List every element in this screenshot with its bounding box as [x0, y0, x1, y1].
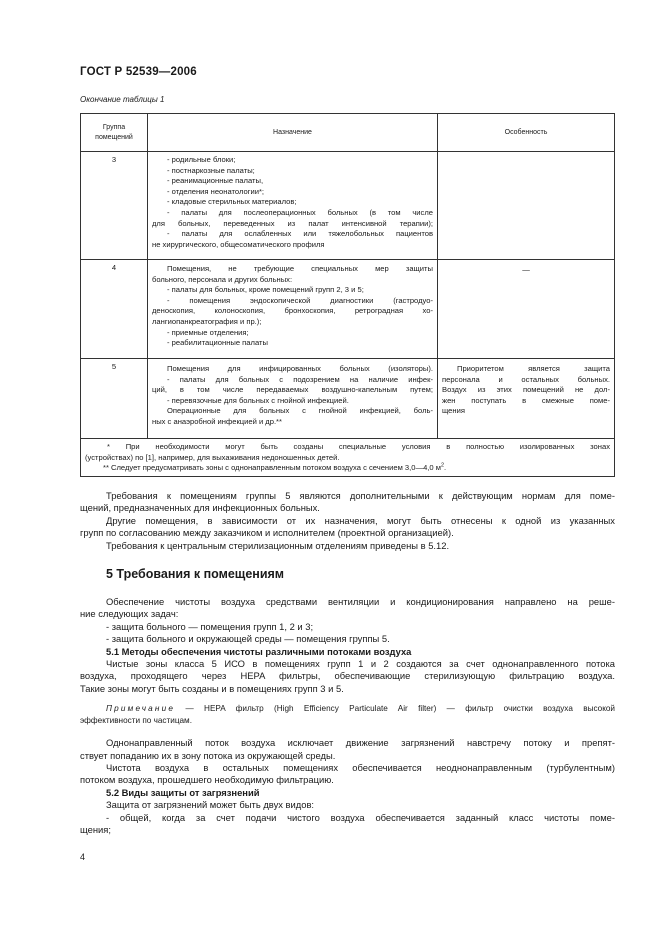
footnote-sup: 2 — [440, 462, 445, 469]
purpose-line: Помещения для инфицированных больных (изоляторы). — [167, 364, 433, 373]
purpose-line: - помещения эндоскопической диагностики (гастродуо- — [167, 295, 433, 305]
purpose-line: - палаты для больных с подозрением на наличие инфек- — [167, 374, 433, 384]
row-feature — [438, 152, 615, 260]
note-line: эффективности по частицам. — [80, 716, 192, 726]
footnote-end: . — [444, 463, 447, 473]
paragraph-line: воздуха, проходящего через HEPA фильтры, обеспечивающие стерилизующую фильтрацию воздуха. — [80, 670, 615, 682]
paragraph-line: Другие помещения, в зависимости от их назначения, могут быть отнесены к одной из указанных — [106, 514, 615, 526]
subsection-title: 5.1 Методы обеспечения чистоты различными потоками воздуха — [106, 645, 412, 657]
note-text: — HEPA фильтр (High Efficiency Particulate Air filter) — фильтр очистки воздуха высокой — [185, 704, 615, 714]
col-header-feature: Особенность — [438, 114, 615, 152]
footnote-text: ** Следует предусматривать зоны с однонаправленным потоком воздуха с сечением 3,0—4,0 м — [103, 463, 441, 473]
row-purpose — [148, 152, 438, 260]
feature-line: Воздух из этих помещений не дол- — [442, 385, 610, 395]
document-header: ГОСТ Р 52539—2006 — [80, 66, 197, 78]
note-line — [80, 703, 615, 715]
note-label: Примечание — [106, 704, 176, 714]
paragraph-line: Чистые зоны класса 5 ИСО в помещениях групп 1 и 2 создаются за счет однонаправленного потока — [106, 658, 615, 670]
row-group: 3 — [81, 152, 148, 260]
paragraph-line: щения; — [80, 824, 111, 836]
feature-line: щения — [442, 406, 465, 416]
section-body — [80, 596, 615, 837]
paragraph-line: ние следующих задач: — [80, 608, 179, 620]
table-row — [81, 260, 615, 359]
paragraph-line: потоком воздуха, прошедшего необходимую фильтрацию. — [80, 774, 334, 786]
purpose-line: - перевязочные для больных с гнойной инфекцией. — [167, 395, 349, 405]
row-feature — [438, 260, 615, 359]
purpose-line: для больных, переведенных из палат интенсивной терапии); — [152, 218, 433, 228]
paragraph-line: Требования к помещениям группы 5 являются дополнительными к действующим нормам для поме- — [106, 490, 615, 501]
purpose-line: - приемные отделения; — [167, 327, 249, 337]
purpose-line: - палаты для больных, кроме помещений групп 2, 3 и 5; — [167, 285, 364, 295]
paragraph-line: - общей, когда за счет подачи чистого воздуха обеспечивается заданный класс чистоты поме- — [106, 811, 615, 823]
paragraph-line: Обеспечение чистоты воздуха средствами вентиляции и кондиционирования направлено на реше- — [106, 596, 615, 607]
paragraphs-top — [80, 490, 615, 552]
paragraph-line: ствует попаданию их в зону потока из окружающей среды. — [80, 749, 336, 761]
purpose-line: больного, персонала и других больных: — [152, 274, 293, 284]
section-title: 5 Требования к помещениям — [106, 567, 285, 581]
col-header-purpose: Назначение — [148, 114, 438, 152]
feature-line: жен поступать в смежные поме- — [442, 395, 610, 405]
paragraph-line: щений, предназначенных для инфекционных больных. — [80, 502, 320, 514]
footnote-line — [85, 463, 610, 474]
purpose-line: - родильные блоки; — [167, 155, 236, 164]
paragraph-line: Однонаправленный поток воздуха исключает движение загрязнений навстречу потоку и препят- — [106, 737, 615, 749]
footnote-line: * При необходимости могут быть созданы специальные условия в полностью изолированных зонах — [107, 442, 610, 451]
feature-line: персонала и остальных больных. — [442, 374, 610, 384]
paragraph-line: Такие зоны могут быть созданы и в помещениях групп 3 и 5. — [80, 682, 344, 694]
purpose-line: - отделения неонатологии*; — [167, 186, 265, 196]
paragraph-line: Защита от загрязнений может быть двух видов: — [106, 799, 315, 811]
paragraph-line: Требования к центральным стерилизационным отделениям приведены в 5.12. — [106, 539, 450, 551]
purpose-line: - постнаркозные палаты; — [167, 165, 255, 175]
feature-dash: — — [522, 265, 530, 274]
page-number: 4 — [80, 852, 86, 862]
bullet-line: - защита больного — помещения групп 1, 2 и 3; — [106, 620, 314, 632]
table-footnotes — [81, 439, 615, 477]
row-feature — [438, 359, 615, 439]
subsection-title: 5.2 Виды защиты от загрязнений — [106, 786, 260, 798]
paragraph-line: групп по согласованию между заказчиком и исполнителем (проектной организацией). — [80, 527, 454, 539]
purpose-line: Операционные для больных с гнойной инфекцией, боль- — [167, 406, 433, 416]
purpose-line: не хирургического, общесоматического профиля — [152, 239, 325, 249]
purpose-line: ных с анаэробной инфекцией и др.** — [152, 416, 282, 426]
row-purpose — [148, 260, 438, 359]
purpose-line: - кладовые стерильных материалов; — [167, 197, 297, 207]
purpose-line: ций, в том числе передаваемых воздушно-капельным путем; — [152, 385, 433, 395]
table-row — [81, 359, 615, 439]
footnote-line: (устройствах) по [1], например, для выхаживания недоношенных детей. — [85, 452, 340, 462]
row-group: 4 — [81, 260, 148, 359]
paragraph-line: Чистота воздуха в остальных помещениях обеспечивается неоднонаправленным (турбулентным) — [106, 762, 615, 774]
purpose-line: - палаты для послеоперационных больных (в том числе — [167, 207, 433, 217]
rooms-table — [80, 113, 615, 477]
purpose-line: лангиопанкреатография и пр.); — [152, 316, 262, 326]
row-group: 5 — [81, 359, 148, 439]
purpose-line: - реанимационные палаты, — [167, 176, 264, 186]
purpose-line: - палаты для ослабленных или тяжелобольных пациентов — [167, 229, 433, 239]
purpose-line: Помещения, не требующие специальных мер защиты — [167, 264, 433, 273]
feature-line: Приоритетом является защита — [457, 364, 610, 373]
table-row — [81, 152, 615, 260]
purpose-line: - реабилитационные палаты — [167, 338, 268, 348]
purpose-line: деноскопия, колоноскопия, бронхоскопия, ретроградная хо- — [152, 306, 433, 316]
table-caption: Окончание таблицы 1 — [80, 95, 165, 104]
col-header-group: Группа помещений — [81, 114, 148, 152]
row-purpose — [148, 359, 438, 439]
bullet-line: - защита больного и окружающей среды — помещения группы 5. — [106, 633, 390, 645]
